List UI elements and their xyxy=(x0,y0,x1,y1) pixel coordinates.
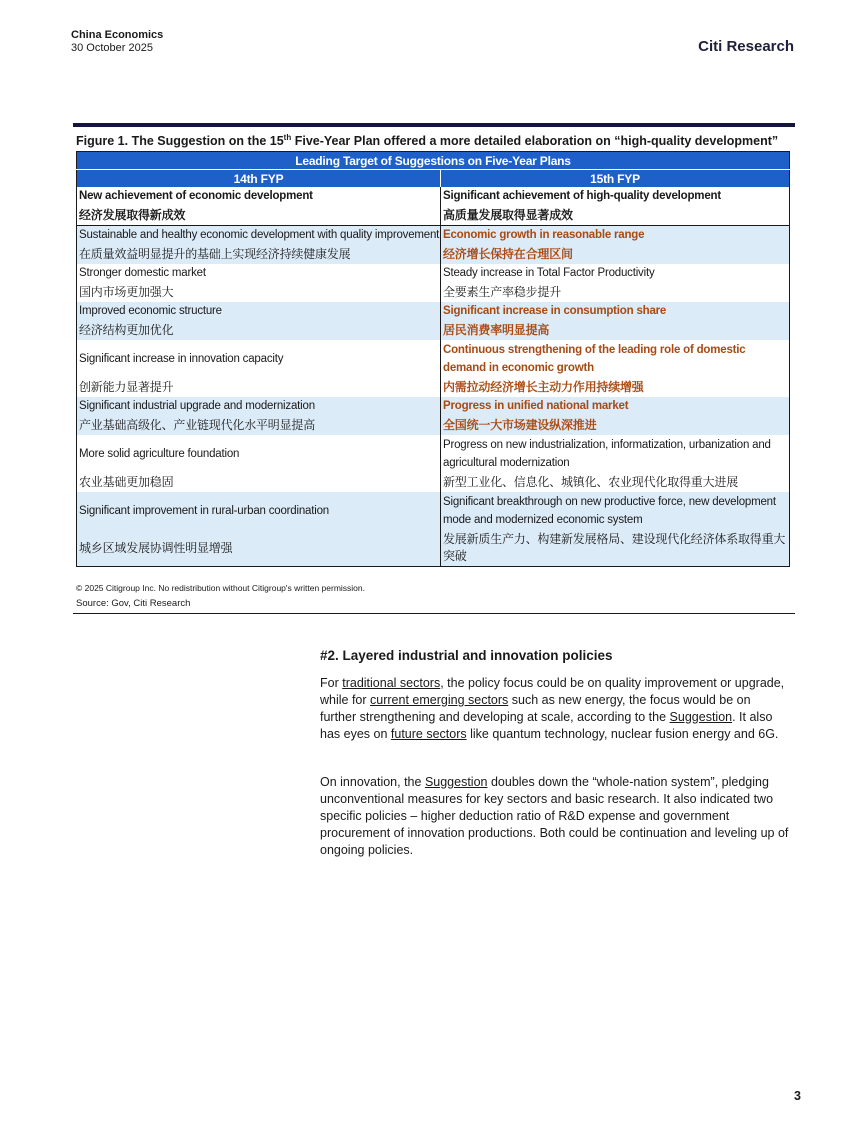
brand-name: Citi Research xyxy=(698,38,794,55)
section-title: #2. Layered industrial and innovation policies xyxy=(320,648,613,663)
page-number: 3 xyxy=(794,1089,801,1103)
table-row xyxy=(77,206,790,226)
left-zh: 产业基础高级化、产业链现代化水平明显提高 xyxy=(79,418,316,432)
column-header-15th: 15th FYP xyxy=(441,170,790,188)
left-zh: 经济发展取得新成效 xyxy=(79,208,186,222)
text-run: On innovation, the xyxy=(320,775,425,789)
figure-title xyxy=(76,133,778,148)
link-future-sectors[interactable]: future sectors xyxy=(390,727,467,741)
table-row xyxy=(77,283,790,302)
table-row xyxy=(77,245,790,264)
table-row xyxy=(77,302,790,321)
right-en: Significant increase in consumption share xyxy=(443,305,667,317)
left-zh: 国内市场更加强大 xyxy=(79,285,174,299)
text-run: For xyxy=(320,676,343,690)
right-zh: 经济增长保持在合理区间 xyxy=(443,247,573,261)
report-name: China Economics xyxy=(71,29,164,41)
left-zh: 创新能力显著提升 xyxy=(79,380,174,394)
left-en: Significant improvement in rural-urban coordination xyxy=(79,504,329,517)
right-en: Economic growth in reasonable range xyxy=(443,229,645,241)
left-en: Sustainable and healthy economic development with quality improvement xyxy=(79,229,440,241)
right-zh: 高质量发展取得显著成效 xyxy=(443,208,573,222)
left-zh: 经济结构更加优化 xyxy=(79,323,174,337)
report-header xyxy=(71,29,163,55)
table-row xyxy=(77,492,790,530)
text-run: doubles down the “whole-nation system”, pledging unconventional measures for key sectors and basic research. It also indicated two specific policies – higher deduction ratio of R&D expense and government procurement of innovation productions. Both could be continuation and leveling up of ongoing policies. xyxy=(320,775,789,857)
right-zh: 内需拉动经济增长主动力作用持续增强 xyxy=(443,380,644,394)
fyp-comparison-table xyxy=(76,151,790,567)
right-zh: 全国统一大市场建设纵深推进 xyxy=(443,418,597,432)
table-row xyxy=(77,473,790,492)
table-row xyxy=(77,264,790,283)
right-en: Significant breakthrough on new productive force, new development mode and modernized economic system xyxy=(443,496,776,526)
table-title: Leading Target of Suggestions on Five-Year Plans xyxy=(77,152,790,170)
right-en: Significant achievement of high-quality development xyxy=(443,190,721,202)
link-current-emerging-sectors[interactable]: current emerging sectors xyxy=(370,693,509,707)
figure-bottom-rule xyxy=(73,613,795,614)
left-en: New achievement of economic development xyxy=(79,190,313,202)
table-column-header-row xyxy=(77,170,790,188)
text-run: such as new energy, the focus would be on further strengthening and developing at scale, according to the xyxy=(320,693,751,724)
text-run: like quantum technology, nuclear fusion energy and 6G. xyxy=(466,727,779,741)
text-run: , the policy focus could be on quality improvement or upgrade, while for xyxy=(320,676,785,707)
left-en: Significant industrial upgrade and modernization xyxy=(79,400,315,412)
left-zh: 在质量效益明显提升的基础上实现经济持续健康发展 xyxy=(79,247,351,261)
left-en: More solid agriculture foundation xyxy=(79,447,240,460)
right-zh: 全要素生产率稳步提升 xyxy=(443,285,562,299)
right-en: Progress in unified national market xyxy=(443,400,629,412)
left-en: Improved economic structure xyxy=(79,305,222,317)
right-zh: 居民消费率明显提高 xyxy=(443,323,550,337)
paragraph-sectors xyxy=(320,675,790,743)
table-title-row xyxy=(77,152,790,170)
right-en: Progress on new industrialization, informatization, urbanization and agricultural modernization xyxy=(443,439,771,469)
paragraph-innovation xyxy=(320,774,790,859)
right-en: Continuous strengthening of the leading role of domestic demand in economic growth xyxy=(443,344,746,374)
table-row xyxy=(77,187,790,206)
table-row xyxy=(77,321,790,340)
link-suggestion[interactable]: Suggestion xyxy=(669,710,733,724)
left-zh: 农业基础更加稳固 xyxy=(79,475,174,489)
copyright-note: © 2025 Citigroup Inc. No redistribution without Citigroup's written permission. xyxy=(76,583,365,593)
table-row xyxy=(77,226,790,246)
figure-title-suffix: Five-Year Plan offered a more detailed elaboration on “high-quality development” xyxy=(291,134,779,149)
left-en: Significant increase in innovation capacity xyxy=(79,352,284,365)
left-en: Stronger domestic market xyxy=(79,267,206,279)
source-note: Source: Gov, Citi Research xyxy=(76,598,191,609)
report-date: 30 October 2025 xyxy=(71,42,153,54)
right-en: Steady increase in Total Factor Productivity xyxy=(443,267,655,279)
link-traditional-sectors[interactable]: traditional sectors xyxy=(342,676,441,690)
right-zh: 新型工业化、信息化、城镇化、农业现代化取得重大进展 xyxy=(443,475,739,489)
table-row xyxy=(77,340,790,378)
left-zh: 城乡区域发展协调性明显增强 xyxy=(79,540,233,555)
table-row xyxy=(77,378,790,397)
column-header-14th: 14th FYP xyxy=(77,170,441,188)
table-row xyxy=(77,530,790,567)
link-suggestion-2[interactable]: Suggestion xyxy=(424,775,488,789)
table-row xyxy=(77,397,790,416)
table-row xyxy=(77,416,790,435)
figure-title-sup: th xyxy=(283,133,292,142)
figure-top-rule xyxy=(73,123,795,127)
table-row xyxy=(77,435,790,473)
figure-title-prefix: Figure 1. The Suggestion on the 15 xyxy=(76,134,284,149)
text-run: . It also has eyes on xyxy=(320,710,773,741)
right-zh: 发展新质生产力、构建新发展格局、建设现代化经济体系取得重大突破 xyxy=(443,532,786,563)
